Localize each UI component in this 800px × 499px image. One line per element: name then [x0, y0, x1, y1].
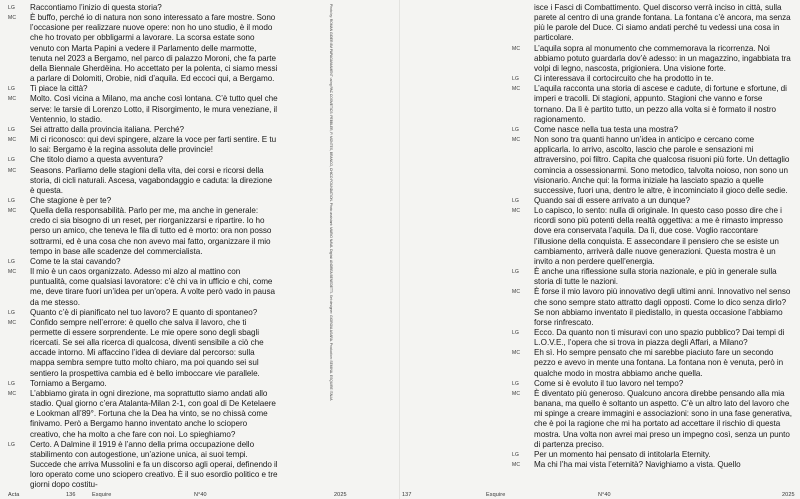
answer-paragraph	[512, 44, 792, 74]
answer-paragraph	[512, 84, 792, 125]
answer-paragraph	[512, 389, 792, 450]
answer-paragraph	[512, 3, 792, 44]
speaker-label: LG	[8, 380, 16, 387]
paragraph-text: Come nasce nella tua testa una mostra?	[534, 124, 678, 134]
paragraph-text: Eh sì. Ho sempre pensato che mi sarebbe piaciuto fare un secondo pezzo e avevo in mente una fontana. La fontana non è venuta, però in qualche modo in mostra abbiamo anche quella.	[534, 348, 784, 378]
speaker-label: MC	[512, 350, 521, 357]
paragraph-text: Sei attratto dalla provincia italiana. Perché?	[30, 124, 184, 134]
answer-paragraph	[512, 348, 792, 378]
answer-paragraph	[512, 206, 792, 267]
paragraph-text: Il mio è un caos organizzato. Adesso mi alzo al mattino con puntualità, come qualsiasi lavoratore: c’è chi va in ufficio e chi, come me, deve tirare fuori un’idea per un’opera. A volte però vado in pausa da me stesso.	[30, 267, 275, 307]
photo-credits	[324, 4, 334, 489]
folio-year: 2025	[782, 492, 795, 498]
paragraph-text: Ti piace la città?	[30, 84, 88, 94]
answer-paragraph	[8, 135, 278, 155]
speaker-label: MC	[8, 390, 17, 397]
question-paragraph	[512, 328, 792, 348]
paragraph-text: Confido sempre nell’errore: è quello che salva il lavoro, che ti permette di essere sorprendente. Le mie opere sono degli sbagli ricercati. Se sei alla ricerca di qualcosa, diventi sensibile a ciò che accade intorno. Mi affaccino l’idea di deviare dal percorso: sulla mappa sembra sempre tutto molto chiaro, ma poi quando sei sul sentiero la prospettiva cambia ed è bello imboccare vie parallele.	[30, 317, 264, 378]
question-paragraph	[8, 257, 278, 267]
paragraph-text: Per un momento hai pensato di intitolarla Eternity.	[534, 449, 711, 459]
speaker-label: LG	[512, 197, 520, 204]
speaker-label: LG	[512, 330, 520, 336]
speaker-label: LG	[8, 309, 16, 316]
folio-year: 2025	[334, 492, 347, 498]
question-paragraph	[8, 379, 278, 389]
paragraph-text: Che titolo diamo a questa avventura?	[30, 155, 163, 165]
folio-issue: N°40	[598, 492, 611, 498]
paragraph-text: È forse il mio lavoro più innovativo degli ultimi anni. Innovativo nel senso che sono sempre stato attratto dagli opposti. Come lo dico senza dirlo? Se non abbiamo inventato il piedistallo, in questa occasione l’abbiamo forse rinfrescato.	[534, 287, 791, 327]
answer-paragraph	[8, 267, 278, 308]
question-paragraph	[512, 196, 792, 206]
paragraph-text: Quanto c’è di pianificato nel tuo lavoro? E quanto di spontaneo?	[30, 307, 258, 317]
speaker-label: MC	[512, 390, 521, 397]
paragraph-text: È buffo, perché io di natura non sono interessato a fare mostre. Sono l’occasione per realizzare nuove opere: non ho uno studio, è il modo che ho trovato per obbligarmi a lavorare. La scorsa estate sono venuto con Marta Papini a vedere il Parlamento delle marmotte, tenuta nel 2023 a Bergamo, nel parco di palazzo Moroni, che fa parte della Biennale Gherdëina. Ho accettato per la polenta, ci siamo messi a parlare di Dolomiti, Orobie, nidi d’aquila. Ed eccoci qui, a Bergamo.	[30, 13, 278, 84]
speaker-label: MC	[512, 462, 521, 469]
speaker-label: LG	[8, 5, 16, 11]
left-text-column	[8, 3, 278, 491]
speaker-label: LG	[8, 197, 16, 204]
speaker-label: MC	[512, 289, 521, 296]
folio-issue: N°40	[194, 492, 207, 498]
paragraph-text: Come te la stai cavando?	[30, 256, 121, 266]
paragraph-text: Come si è evoluto il tuo lavoro nel tempo?	[534, 378, 684, 388]
right-text-column	[512, 3, 792, 470]
question-paragraph	[8, 440, 278, 491]
paragraph-text: È anche una riflessione sulla storia nazionale, e più in generale sulla storia di tutte le nazioni.	[534, 267, 777, 287]
credits-text: Photo by: ROMAN GIDER 8M PAPAGANIAMENT using PAC COSMETICS: PEBBLER, P. MONTES, BRANCO, CHICO FOUNDATION. Photo assistant: MARIO NAVA. Digital: ANDREA BENEDETTI. Set designer: GIORGIA ASARA. Production: SEMINA. ESQUIRE ITALIA	[329, 4, 333, 401]
question-paragraph	[8, 3, 278, 13]
right-page	[400, 0, 800, 499]
question-paragraph	[512, 379, 792, 389]
paragraph-text: Mi ci riconosco: qui devi spingere, alzare la voce per farti sentire. E tu lo sai: Bergamo è la regina assoluta delle provincie!	[30, 135, 277, 155]
question-paragraph	[8, 155, 278, 165]
paragraph-text: L’abbiamo girata in ogni direzione, ma soprattutto siamo andati allo stadio. Qual giorno c’era Atalanta-Milan 2-1, con goal di De Ketelaere e Lookman all’89°. Fortuna che la Dea ha vinto, se no chissà come finivamo. Però a Bergamo hanno inventato anche lo sciopero creativo, che ha molto a che fare con noi. Lo spieghiamo?	[30, 388, 276, 439]
question-paragraph	[8, 196, 278, 206]
folio-brand: Esquire	[92, 492, 112, 498]
folio-page-number: 137	[402, 492, 412, 498]
paragraph-text: È diventato più generoso. Qualcuno ancora direbbe pensando alla mia banana, ma quello è soltanto un aspetto. C’è un altro lato del lavoro che mi spinge a creare immagini e associazioni: sono in una fase generativa, che è poi la ragione che mi ha portato ad accettare il rischio di questa mostra. Una volta non avrei mai preso un impegno così, senza un punto di partenza preciso.	[534, 388, 792, 449]
paragraph-text: Lo capisco, lo sento: nulla di originale. In questo caso posso dire che i ricordi sono più potenti della realtà oggettiva: a me è rimasto impresso dove era conservata l’aquila. Da lì, due cose. Voglio raccontare l’illusione della conquista. E assecondare il pensiero che se esiste un cambiamento, arriverà dalle nuove generazioni. Questa mostra è un invito a non perdere quell’energia.	[534, 206, 783, 266]
speaker-label: LG	[8, 258, 16, 265]
paragraph-text: Seasons. Parliamo delle stagioni della vita, dei corsi e ricorsi della storia, di cicli naturali. Ascesa, vagabondaggio e caduta: la direzione è questa.	[30, 165, 273, 195]
answer-paragraph	[8, 13, 278, 84]
paragraph-text: L’aquila racconta una storia di ascese e cadute, di fortune e sfortune, di imperi e tracolli. Di stagioni, appunto. Stagioni che vanno e forse tornano. Da lì è partito tutto, un pezzo alla volta si è formato il nostro ragionamento.	[534, 84, 787, 124]
paragraph-text: Molto. Così vicina a Milano, ma anche così lontana. C’è tutto quel che serve: le tarsie di Lorenzo Lotto, il Risorgimento, le mura veneziane, il Ventennio, lo stadio.	[30, 94, 278, 124]
speaker-label: MC	[512, 86, 521, 93]
speaker-label: MC	[512, 208, 521, 215]
speaker-label: MC	[8, 208, 17, 215]
question-paragraph	[8, 125, 278, 135]
answer-paragraph	[512, 460, 792, 470]
paragraph-text: Certo. A Dalmine il 1919 è l’anno della prima occupazione dello stabilimento con autogestione, un’azione unica, ai suoi tempi. Succede che arriva Mussolini e fa un discorso agli operai, definendo il loro operato come uno sciopero creativo. È il suo esordio politico e tre giorni dopo costitu-	[30, 439, 278, 490]
answer-paragraph	[512, 287, 792, 328]
speaker-label: LG	[512, 76, 520, 83]
question-paragraph	[512, 74, 792, 84]
speaker-label: MC	[8, 137, 17, 144]
paragraph-text: Torniamo a Bergamo.	[30, 378, 107, 388]
paragraph-text: Ecco. Da quanto non ti misuravi con uno spazio pubblico? Dai tempi di L.O.V.E., l’opera che si trova in piazza degli Affari, a Milano?	[534, 328, 785, 348]
answer-paragraph	[8, 389, 278, 440]
answer-paragraph	[8, 94, 278, 124]
folio-brand: Esquire	[486, 492, 506, 498]
answer-paragraph	[512, 135, 792, 196]
question-paragraph	[8, 308, 278, 318]
answer-paragraph	[8, 206, 278, 257]
speaker-label: MC	[8, 319, 17, 326]
paragraph-text: L’aquila sopra al monumento che commemorava la ricorrenza. Noi abbiamo potuto guardarla dov’è adesso: in un magazzino, ingabbiata tra volpi di legno, nascosta, prigioniera. Una visione forte.	[534, 43, 791, 73]
speaker-label: LG	[8, 86, 16, 93]
folio-page-number: 136	[66, 492, 76, 498]
question-paragraph	[512, 125, 792, 135]
folio-magazine: Acta	[8, 492, 20, 498]
paragraph-text: Ci interessava il cortocircuito che ha prodotto in te.	[534, 74, 714, 84]
speaker-label: LG	[8, 126, 16, 133]
answer-paragraph	[8, 166, 278, 196]
speaker-label: LG	[8, 441, 16, 448]
speaker-label: MC	[8, 167, 17, 174]
paragraph-text: isce i Fasci di Combattimento. Quel discorso verrà inciso in città, sulla parete al centro di una grande fontana. La fontana c’è ancora, ma senza più le parole del Duce. Ci siamo andati perché tu vedessi una cosa in particolare.	[534, 3, 791, 43]
paragraph-text: Non sono tra quanti hanno un’idea in anticipo e cercano come applicarla. Io arrivo, ascolto, lascio che parole e sensazioni mi attraversino, poi filtro. Capita che qualcosa risuoni più forte. Un dettaglio comincia a ossessionarmi. Sono metodico, talvolta noioso, non sono un visionario. Anche qui: la forma iniziale ha lasciato spazio a quelle successive, fuori una, dentro le altre, è incominciato il gioco delle sedie.	[534, 135, 790, 195]
speaker-label: MC	[8, 15, 17, 22]
speaker-label: MC	[512, 45, 521, 52]
paragraph-text: Quando sai di essere arrivato a un dunque?	[534, 195, 690, 205]
question-paragraph	[512, 267, 792, 287]
answer-paragraph	[8, 318, 278, 379]
paragraph-text: Che stagione è per te?	[30, 195, 112, 205]
speaker-label: LG	[512, 380, 520, 387]
paragraph-text: Raccontiamo l’inizio di questa storia?	[30, 3, 162, 12]
speaker-label: LG	[8, 157, 16, 164]
speaker-label: LG	[512, 269, 520, 276]
question-paragraph	[512, 450, 792, 460]
question-paragraph	[8, 84, 278, 94]
paragraph-text: Quella della responsabilità. Parlo per me, ma anche in generale: credo ci sia bisogno di un reset, per riorganizzarsi e ripartire. Io ho perso un amico, che teneva le fila di tutto ed è morto: ora non posso sottrarmi, ed è una cosa che non avevo mai fatto, organizzare il mio tempo in base alle scadenze del commercialista.	[30, 206, 272, 256]
speaker-label: LG	[512, 451, 520, 458]
speaker-label: MC	[8, 269, 17, 276]
paragraph-text: Ma chi l’ha mai vista l’eternità? Navighiamo a vista. Quello	[534, 460, 741, 470]
speaker-label: MC	[8, 96, 17, 103]
speaker-label: MC	[512, 137, 521, 144]
speaker-label: LG	[512, 126, 520, 133]
